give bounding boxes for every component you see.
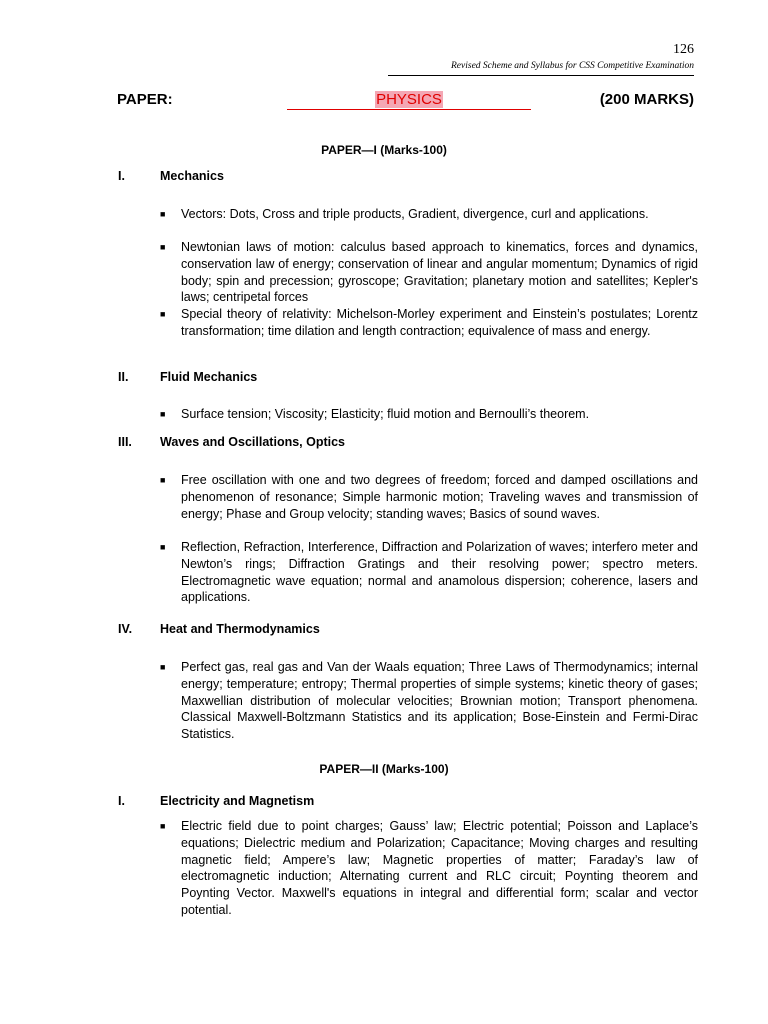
list-item [160, 539, 698, 606]
list-item [160, 659, 698, 743]
list-item [160, 239, 698, 306]
list-item [160, 306, 698, 340]
section-title-mechanics: Mechanics [160, 169, 224, 183]
list-item [160, 406, 698, 423]
bullet-icon: ■ [160, 542, 166, 552]
section-title-electricity: Electricity and Magnetism [160, 794, 315, 808]
bullet-icon: ■ [160, 242, 166, 252]
bullet-icon: ■ [160, 475, 166, 485]
paper-1-heading: PAPER—I (Marks-100) [321, 143, 447, 157]
list-item-text: Electric field due to point charges; Gauss’ law; Electric potential; Poisson and Laplace’s equations; Dielectric medium and Polarization; Capacitance; Moving charges and resulting magnetic field; Ampere’s law; Magnetic properties of matter; Faraday’s law of electromagnetic induction; Alternating current and RLC circuit; Poynting theorem and Poynting Vector. Maxwell's equations in integral and differential form; scalar and vector potential. [181, 819, 698, 917]
page-number: 126 [673, 42, 694, 57]
bullet-icon: ■ [160, 821, 166, 831]
section-numeral: II. [118, 370, 129, 384]
list-item [160, 818, 698, 919]
section-numeral: IV. [118, 622, 133, 636]
section-title-fluid-mechanics: Fluid Mechanics [160, 370, 258, 384]
section-numeral: I. [118, 794, 125, 808]
list-item-text: Perfect gas, real gas and Van der Waals equation; Three Laws of Thermodynamics; internal energy; temperature; entropy; Thermal properties of simple systems; kinetic theory of gases; Maxwellian distribution of molecular velocities; Brownian motion; Transport phenomena. Classical Maxwell-Boltzmann Statistics and its application; Bose-Einstein and Fermi-Dirac Statistics. [181, 660, 698, 742]
bullet-icon: ■ [160, 409, 166, 419]
list-item [160, 206, 698, 223]
list-item-text: Surface tension; Viscosity; Elasticity; fluid motion and Bernoulli’s theorem. [181, 407, 590, 421]
list-item [160, 472, 698, 522]
header-rule [388, 75, 694, 76]
paper-label: PAPER: [117, 91, 173, 108]
paper-title-line [117, 91, 694, 111]
paper-2-heading: PAPER—II (Marks-100) [319, 762, 449, 776]
list-item-text: Newtonian laws of motion: calculus based approach to kinematics, forces and dynamics, conservation law of energy; conservation of linear and angular momentum; Dynamics of rigid body; spin and precession; gyroscope; Gravitation; planetary motion and satellites; Kepler's laws; centripetal forces [181, 240, 698, 305]
subject-underline [287, 91, 531, 110]
subject-name: PHYSICS [376, 91, 442, 108]
bullet-icon: ■ [160, 662, 166, 672]
bullet-icon: ■ [160, 309, 166, 319]
bullet-icon: ■ [160, 209, 166, 219]
running-header: Revised Scheme and Syllabus for CSS Competitive Examination [451, 61, 694, 71]
section-title-heat: Heat and Thermodynamics [160, 622, 320, 636]
list-item-text: Reflection, Refraction, Interference, Diffraction and Polarization of waves; interfero meter and Newton’s rings; Diffraction Gratings and their resolving power; spectro meters. Electromagnetic wave equation; normal and anamolous dispersion; coherence, lasers and applications. [181, 540, 698, 605]
list-item-text: Free oscillation with one and two degrees of freedom; forced and damped oscillations and phenomenon of resonance; Simple harmonic motion; Traveling waves and transmission of energy; Phase and Group velocity; standing waves; Basics of sound waves. [181, 473, 698, 521]
section-numeral: III. [118, 435, 132, 449]
section-title-waves: Waves and Oscillations, Optics [160, 435, 346, 449]
list-item-text: Vectors: Dots, Cross and triple products, Gradient, divergence, curl and applications. [181, 207, 649, 221]
total-marks: (200 MARKS) [599, 91, 694, 108]
section-numeral: I. [118, 169, 125, 183]
list-item-text: Special theory of relativity: Michelson-Morley experiment and Einstein’s postulates; Lorentz transformation; time dilation and length contraction; equivalence of mass and energy. [181, 307, 698, 338]
